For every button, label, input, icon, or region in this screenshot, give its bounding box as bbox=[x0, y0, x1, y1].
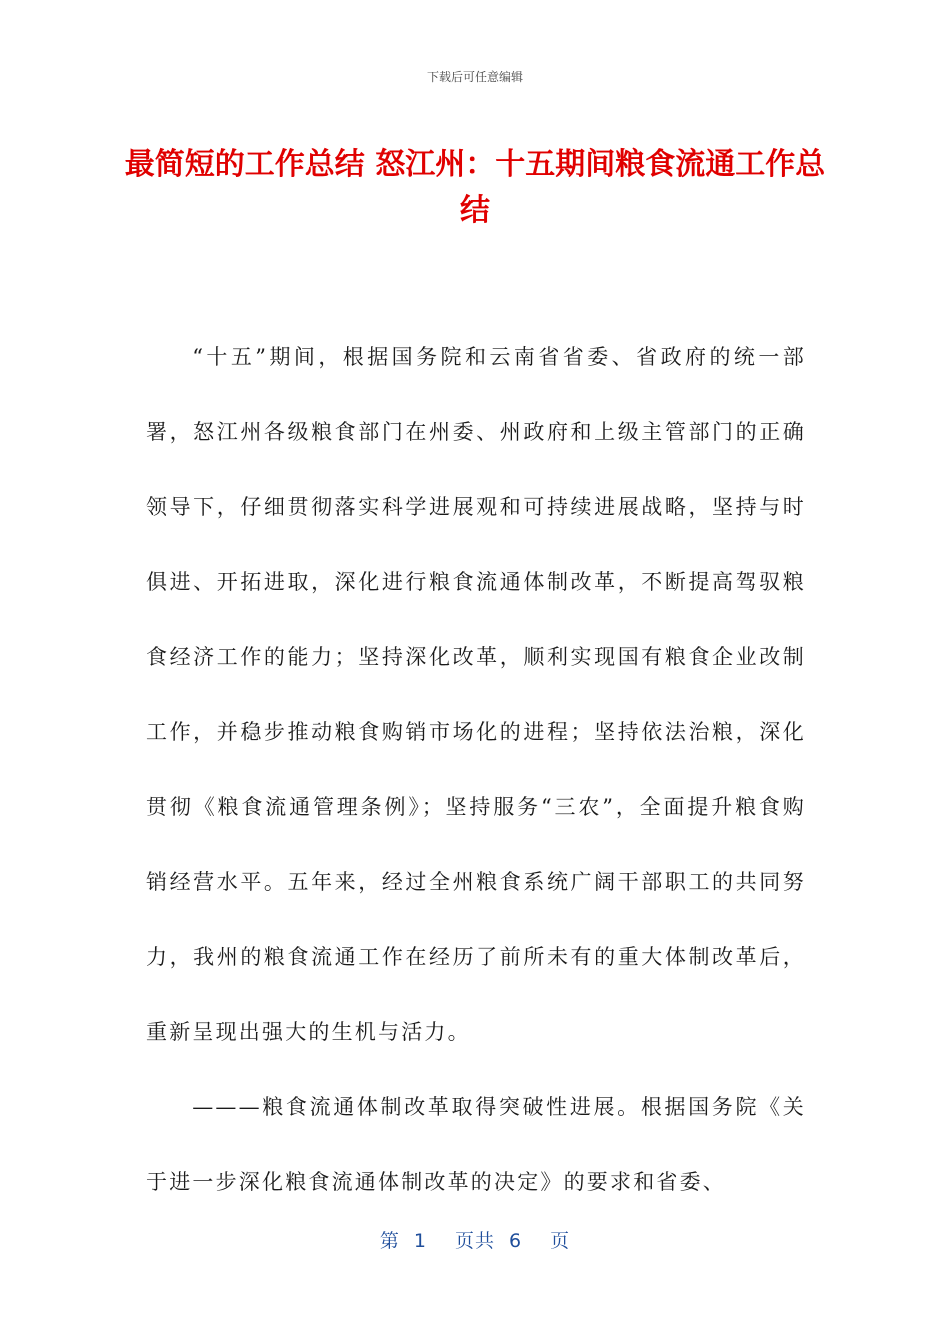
document-body bbox=[146, 320, 806, 1220]
footer-current-page: 1 bbox=[413, 1230, 427, 1252]
header-note: 下载后可任意编辑 bbox=[426, 70, 523, 84]
footer-total-pages: 6 bbox=[509, 1230, 523, 1252]
footer-page-label: 第 bbox=[379, 1230, 400, 1252]
footer-of-label: 页共 bbox=[454, 1230, 495, 1252]
page-footer bbox=[0, 1226, 950, 1253]
footer-end-label: 页 bbox=[550, 1230, 571, 1252]
paragraph: ———粮食流通体制改革取得突破性进展。根据国务院《关于进一步深化粮食流通体制改革的决定》的要求和省委、 bbox=[146, 1095, 806, 1194]
document-title: 最简短的工作总结 怒江州：十五期间粮食流通工作总结 bbox=[124, 147, 826, 228]
paragraph: “十五”期间，根据国务院和云南省省委、省政府的统一部署，怒江州各级粮食部门在州委、州政府和上级主管部门的正确领导下，仔细贯彻落实科学进展观和可持续进展战略，坚持与时俱进、开拓进取，深化进行粮食流通体制改革，不断提高驾驭粮食经济工作的能力；坚持深化改革，顺利实现国有粮食企业改制工作，并稳步推动粮食购销市场化的进程；坚持依法治粮，深化贯彻《粮食流通管理条例》；坚持服务“三农”，全面提升粮食购销经营水平。五年来，经过全州粮食系统广阔干部职工的共同努力，我州的粮食流通工作在经历了前所未有的重大体制改革后，重新呈现出强大的生机与活力。 bbox=[146, 345, 806, 1044]
